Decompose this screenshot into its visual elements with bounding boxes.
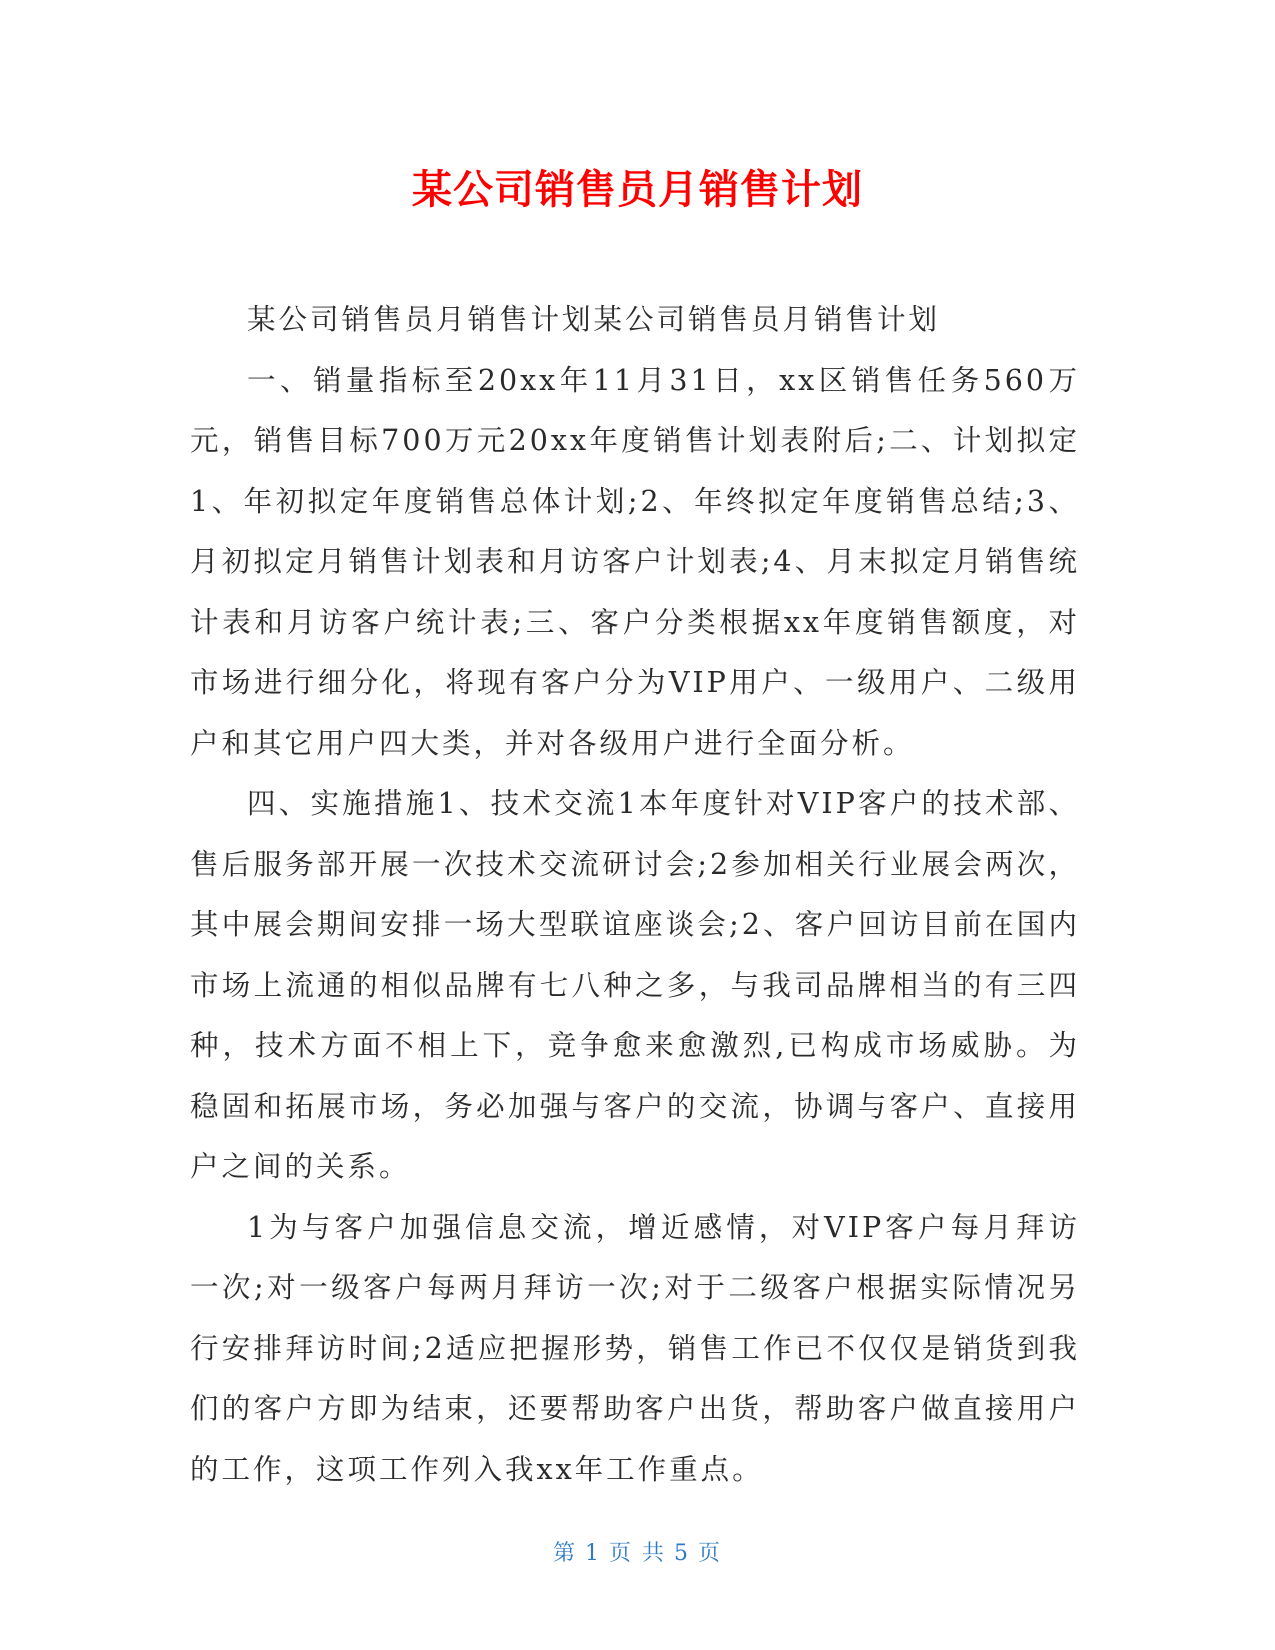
footer-total-pages: 5 xyxy=(674,1541,690,1566)
paragraph: 1为与客户加强信息交流，增近感情，对VIP客户每月拜访一次;对一级客户每两月拜访一次;对于二级客户根据实际情况另行安排拜访时间;2适应把握形势，销售工作已不仅仅是销货到我们的客户方即为结束，还要帮助客户出货，帮助客户做直接用户的工作，这项工作列入我xx年工作重点。 xyxy=(190,1210,1080,1486)
document-body xyxy=(190,290,1080,1500)
paragraph: 某公司销售员月销售计划某公司销售员月销售计划 xyxy=(247,303,941,336)
document-title: 某公司销售员月销售计划 xyxy=(412,167,863,213)
footer-prefix: 第 xyxy=(552,1541,577,1566)
footer-suffix: 页 xyxy=(698,1541,723,1566)
footer-middle: 页 共 xyxy=(609,1541,666,1566)
paragraph: 一、销量指标至20xx年11月31日，xx区销售任务560万元，销售目标700万元20xx年度销售计划表附后;二、计划拟定1、年初拟定年度销售总体计划;2、年终拟定年度销售总结;3、月初拟定月销售计划表和月访客户计划表;4、月末拟定月销售统计表和月访客户统计表;三、客户分类根据xx年度销售额度，对市场进行细分化，将现有客户分为VIP用户、一级用户、二级用户和其它用户四大类，并对各级用户进行全面分析。 xyxy=(190,363,1080,760)
page-number-footer xyxy=(0,1536,1275,1567)
footer-current-page: 1 xyxy=(585,1541,601,1566)
paragraph: 四、实施措施1、技术交流1本年度针对VIP客户的技术部、售后服务部开展一次技术交流研讨会;2参加相关行业展会两次，其中展会期间安排一场大型联谊座谈会;2、客户回访目前在国内市场上流通的相似品牌有七八种之多，与我司品牌相当的有三四种，技术方面不相上下，竞争愈来愈激烈,已构成市场威胁。为稳固和拓展市场，务必加强与客户的交流，协调与客户、直接用户之间的关系。 xyxy=(190,787,1080,1183)
